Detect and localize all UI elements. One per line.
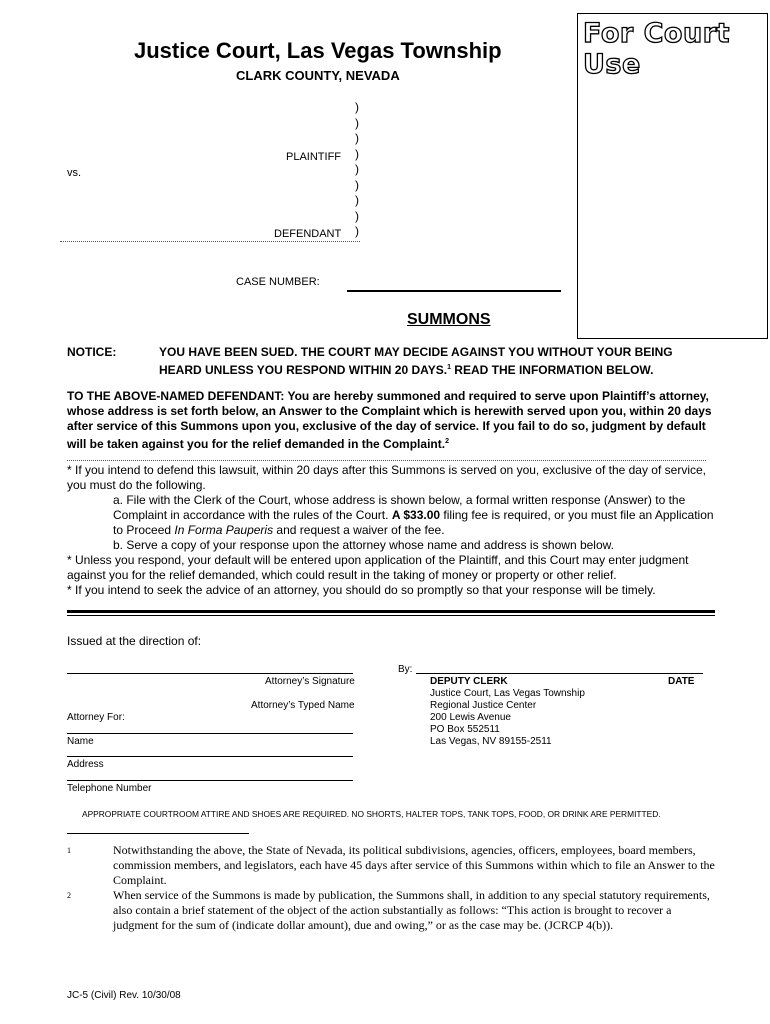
clerk-address: Justice Court, Las Vegas Township Regional Justice Center 200 Lewis Avenue PO Box 552511 Las Vegas, NV 89155-2511	[430, 688, 585, 747]
plaintiff-label: PLAINTIFF	[286, 151, 342, 163]
attorney-signature-label: Attorney’s Signature	[265, 676, 355, 687]
county-subtitle: CLARK COUNTY, NEVADA	[236, 68, 400, 83]
case-number-label: CASE NUMBER:	[236, 276, 320, 288]
summons-title: SUMMONS	[407, 311, 491, 328]
date-label: DATE	[668, 676, 695, 687]
footnote-1: 1 Notwithstanding the above, the State of Nevada, its political subdivisions, agencies, officers, employees, board members, commission members, and legislators, each have 45 days after service of this Summons within which to file an Answer to the Complaint.	[67, 843, 715, 887]
form-id: JC-5 (Civil) Rev. 10/30/08	[67, 990, 181, 1001]
court-use-label: For Court Use	[583, 18, 730, 80]
deputy-clerk-signature-line[interactable]	[416, 673, 703, 674]
section-divider	[67, 610, 715, 613]
notice-text: YOU HAVE BEEN SUED. THE COURT MAY DECIDE AGAINST YOU WITHOUT YOUR BEING HEARD UNLESS YOU RESPOND WITHIN 20 DAYS.$^1$ READ THE INFORMATION BELOW.	[159, 345, 673, 377]
name-label: Name	[67, 736, 94, 747]
defendant-label: DEFENDANT	[274, 228, 342, 240]
attorney-typed-name-label: Attorney’s Typed Name	[251, 700, 355, 711]
notice-label: NOTICE:	[67, 345, 117, 359]
name-line[interactable]	[67, 733, 353, 734]
address-label: Address	[67, 759, 104, 770]
instructions-body: * If you intend to defend this lawsuit, within 20 days after this Summons is served on you, exclusive of the day of service, you must do the following. a. File with the Clerk of the Court, whose address is shown below, a formal written response (Answer) to the Complaint in accordance with the rules of the Court. A $33.00 filing fee is required, or you must file an Application to Proceed In Forma Pauperis and request a waiver of the fee. b. Serve a copy of your response upon the attorney whose name and address is shown below. * Unless you respond, your default will be entered upon application of the Plaintiff, and this Court may enter judgment against you for the relief demanded, which could result in the taking of money or property or other relief. * If you intend to seek the advice of an attorney, you should do so promptly so that your response will be timely.	[67, 463, 714, 597]
telephone-line[interactable]	[67, 780, 353, 781]
court-title: Justice Court, Las Vegas Township	[134, 38, 502, 63]
attorney-signature-line[interactable]	[67, 673, 353, 674]
attire-notice: APPROPRIATE COURTROOM ATTIRE AND SHOES ARE REQUIRED. NO SHORTS, HALTER TOPS, TANK TOPS, FOOD, OR DRINK ARE PERMITTED.	[82, 809, 661, 819]
caption-parens: ) ) ) ) ) ) ) ) )	[355, 100, 359, 238]
issued-label: Issued at the direction of:	[67, 634, 202, 648]
case-number-field[interactable]	[347, 290, 561, 292]
section-divider-thin	[67, 615, 715, 616]
address-line[interactable]	[67, 756, 353, 757]
telephone-label: Telephone Number	[67, 783, 152, 794]
deputy-clerk-label: DEPUTY CLERK	[430, 676, 508, 687]
instructions-rule	[67, 460, 706, 461]
footnotes	[67, 843, 717, 933]
footnote-rule	[67, 833, 249, 834]
by-label: By:	[398, 664, 413, 675]
footnote-2: 2 When service of the Summons is made by publication, the Summons shall, in addition to any special statutory requirements, also contain a brief statement of the object of the action substantially as follows: “This action is brought to recover a judgment for the sum of (indicate dollar amount), due and owing,” or as the case may be. (JCRCP 4(b)).	[67, 888, 710, 932]
vs-label: vs.	[67, 167, 82, 179]
attorney-for-label: Attorney For:	[67, 712, 125, 723]
defendant-instructions: TO THE ABOVE-NAMED DEFENDANT: You are hereby summoned and required to serve upon Plaintiff’s attorney, whose address is set forth below, an Answer to the Complaint which is herewith served upon you, within 20 days after service of this Summons upon you, exclusive of the day of service. If you fail to do so, judgment by default will be taken against you for the relief demanded in the Complaint.$^2$	[67, 389, 712, 451]
caption-rule	[60, 241, 360, 242]
